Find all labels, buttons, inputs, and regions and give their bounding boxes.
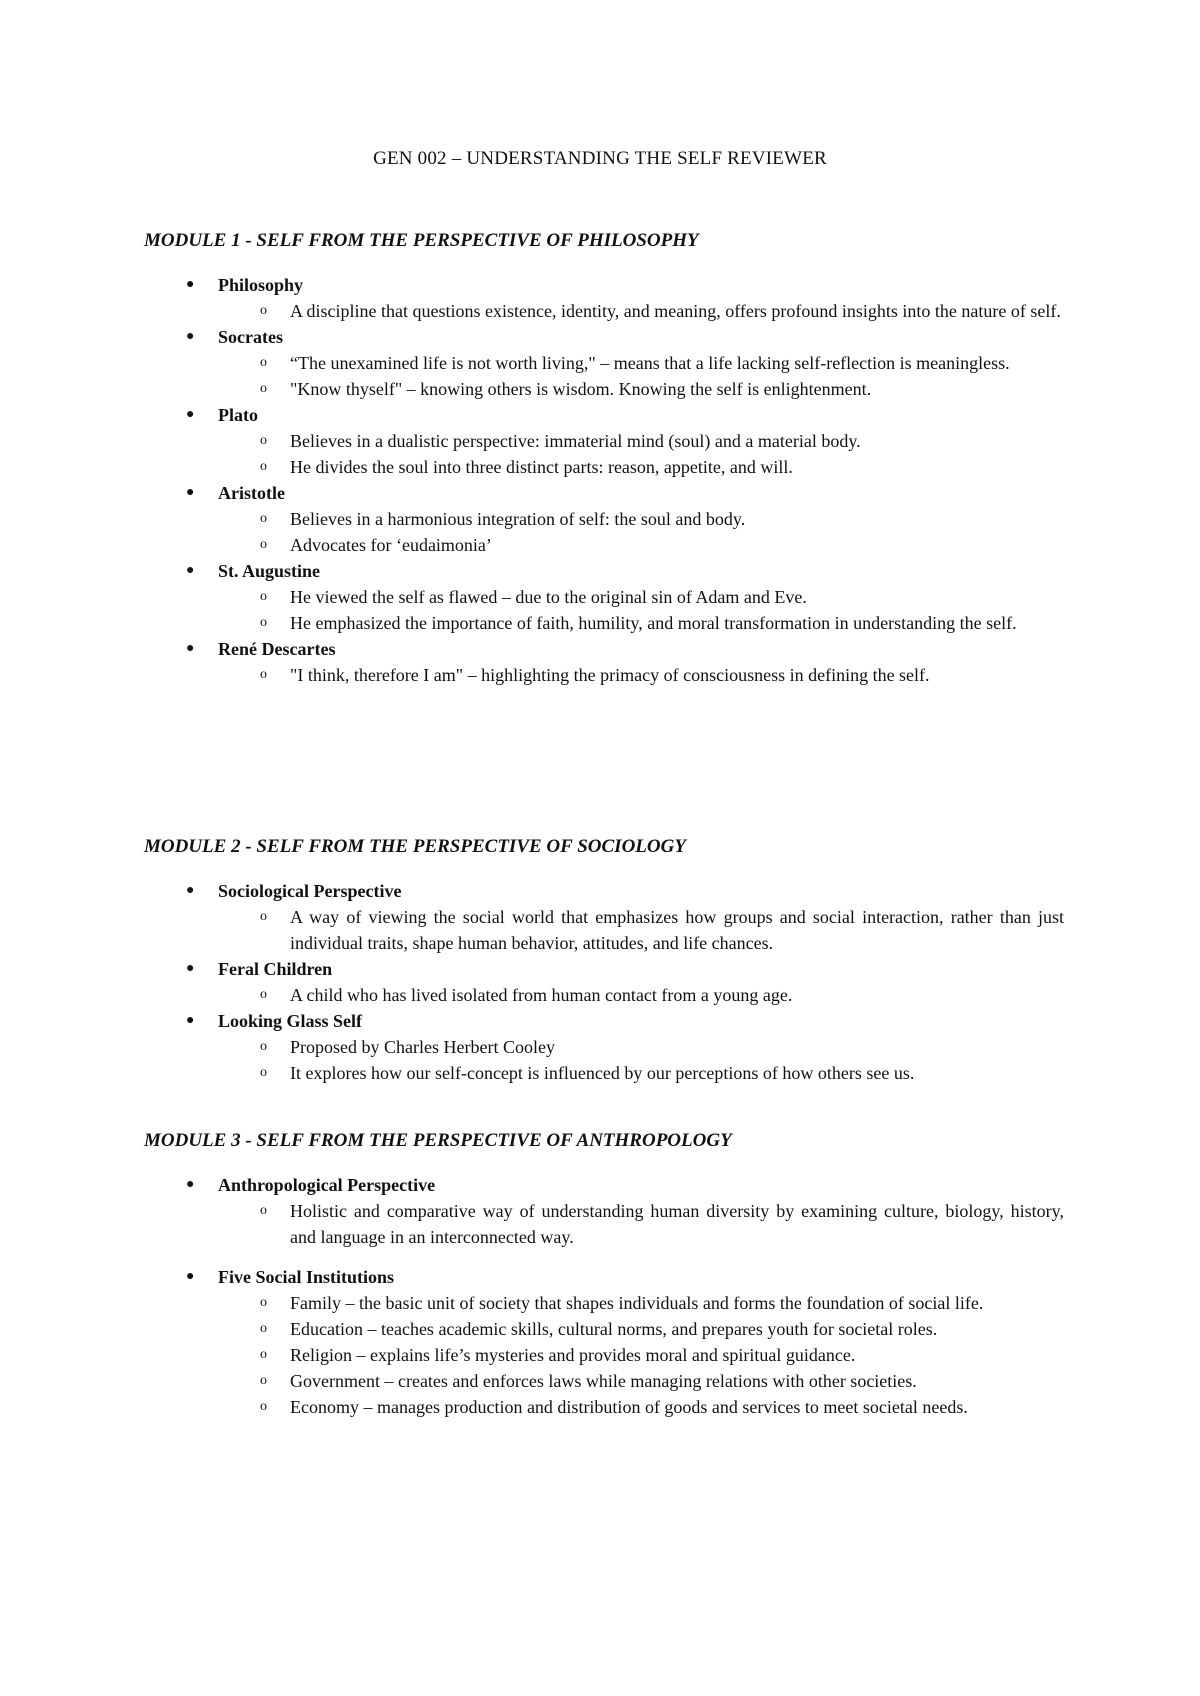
sub-bullet-icon: o [260,1373,267,1388]
bullet-icon: ● [186,1013,195,1028]
list-item: o Believes in a harmonious integration of self: the soul and body. [218,506,1064,532]
list-item: o Believes in a dualistic perspective: immaterial mind (soul) and a material body. [218,428,1064,454]
sub-bullet-icon: o [260,1203,267,1218]
topic-label: Five Social Institutions [218,1267,395,1287]
sub-bullet-icon: o [260,433,267,448]
topic-item [144,956,1064,1008]
sub-bullet-icon: o [260,1347,267,1362]
topic-label: Looking Glass Self [218,1011,363,1031]
topic-item [144,1264,1064,1420]
sub-bullet-icon: o [260,909,267,924]
list-item: o Holistic and comparative way of understanding human diversity by examining culture, biology, history, and language in an interconnected way. [218,1198,1064,1250]
document-title: GEN 002 – UNDERSTANDING THE SELF REVIEWER [373,148,827,169]
list-item: o “The unexamined life is not worth living," – means that a life lacking self-reflection is meaningless. [218,350,1064,376]
topic-item [144,480,1064,558]
topic-label: Feral Children [218,959,333,979]
bullet-icon: ● [186,563,195,578]
bullet-icon: ● [186,329,195,344]
list-item: o He emphasized the importance of faith, humility, and moral transformation in understanding the self. [218,610,1064,636]
list-item: o Government – creates and enforces laws while managing relations with other societies. [218,1368,1064,1394]
topic-label: Sociological Perspective [218,881,402,901]
module-heading: MODULE 3 - SELF FROM THE PERSPECTIVE OF ANTHROPOLOGY [144,1130,732,1151]
topic-list [144,878,1064,1086]
topic-item [144,878,1064,956]
module-heading: MODULE 2 - SELF FROM THE PERSPECTIVE OF SOCIOLOGY [144,836,686,857]
sub-bullet-icon: o [260,303,267,318]
module-3 [144,1128,1064,1420]
bullet-icon: ● [186,883,195,898]
topic-label: Socrates [218,327,283,347]
module-1 [144,228,1064,688]
list-item: o A discipline that questions existence, identity, and meaning, offers profound insights into the nature of self. [218,298,1064,324]
list-item: o A way of viewing the social world that emphasizes how groups and social interaction, rather than just individual traits, shape human behavior, attitudes, and life chances. [218,904,1064,956]
topic-label: René Descartes [218,639,336,659]
topic-label: Aristotle [218,483,285,503]
topic-item [144,636,1064,688]
topic-label: Philosophy [218,275,304,295]
topic-list [144,1172,1064,1420]
list-item: o A child who has lived isolated from human contact from a young age. [218,982,1064,1008]
list-item: o It explores how our self-concept is influenced by our perceptions of how others see us. [218,1060,1064,1086]
sub-bullet-icon: o [260,615,267,630]
list-item: o Religion – explains life’s mysteries and provides moral and spiritual guidance. [218,1342,1064,1368]
topic-item [144,1008,1064,1086]
topic-item [144,272,1064,324]
bullet-icon: ● [186,1269,195,1284]
sub-bullet-icon: o [260,459,267,474]
sub-bullet-icon: o [260,987,267,1002]
bullet-icon: ● [186,277,195,292]
module-2 [144,834,1064,1086]
topic-list [144,272,1064,688]
topic-item [144,402,1064,480]
sub-bullet-icon: o [260,1399,267,1414]
list-item: o "I think, therefore I am" – highlighting the primacy of consciousness in defining the self. [218,662,1064,688]
list-item: o Advocates for ‘eudaimonia’ [218,532,1064,558]
topic-item [144,558,1064,636]
list-item: o "Know thyself" – knowing others is wisdom. Knowing the self is enlightenment. [218,376,1064,402]
bullet-icon: ● [186,407,195,422]
topic-label: Anthropological Perspective [218,1175,436,1195]
list-item: o Education – teaches academic skills, cultural norms, and prepares youth for societal roles. [218,1316,1064,1342]
topic-item [144,1172,1064,1250]
sub-bullet-icon: o [260,381,267,396]
sub-bullet-icon: o [260,1039,267,1054]
list-item: o Proposed by Charles Herbert Cooley [218,1034,1064,1060]
bullet-icon: ● [186,641,195,656]
topic-label: Plato [218,405,258,425]
list-item: o He viewed the self as flawed – due to the original sin of Adam and Eve. [218,584,1064,610]
module-heading: MODULE 1 - SELF FROM THE PERSPECTIVE OF PHILOSOPHY [144,230,699,251]
sub-bullet-icon: o [260,511,267,526]
topic-label: St. Augustine [218,561,321,581]
list-item: o Economy – manages production and distribution of goods and services to meet societal needs. [218,1394,1064,1420]
sub-bullet-icon: o [260,1295,267,1310]
list-item: o He divides the soul into three distinct parts: reason, appetite, and will. [218,454,1064,480]
sub-bullet-icon: o [260,1321,267,1336]
topic-item [144,324,1064,402]
bullet-icon: ● [186,961,195,976]
bullet-icon: ● [186,1177,195,1192]
bullet-icon: ● [186,485,195,500]
sub-bullet-icon: o [260,355,267,370]
sub-bullet-icon: o [260,1065,267,1080]
list-item: o Family – the basic unit of society that shapes individuals and forms the foundation of social life. [218,1290,1064,1316]
sub-bullet-icon: o [260,667,267,682]
sub-bullet-icon: o [260,589,267,604]
sub-bullet-icon: o [260,537,267,552]
